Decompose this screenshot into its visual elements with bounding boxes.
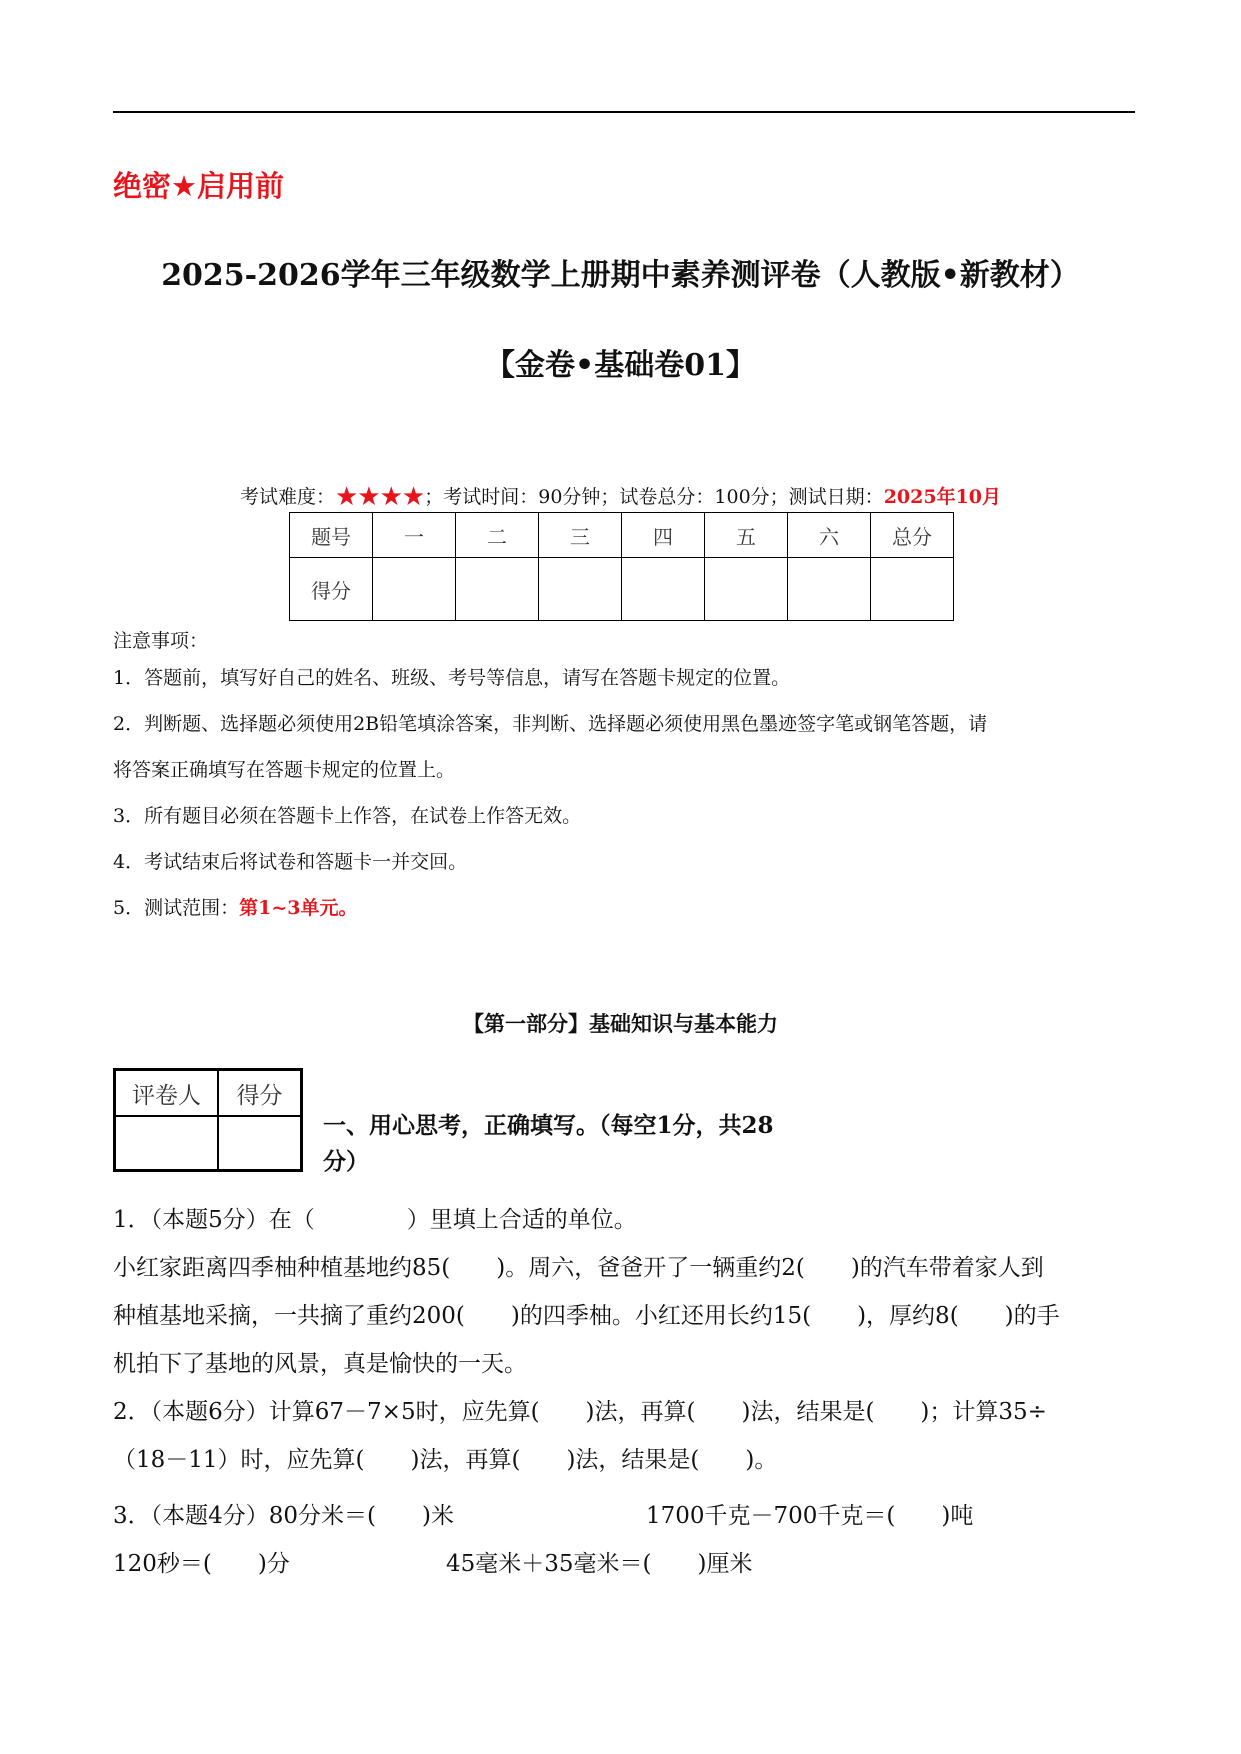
score-cell [788, 558, 871, 621]
score-header-cell: 总分 [871, 513, 954, 558]
grader-table [113, 1068, 303, 1172]
score-cell [373, 558, 456, 621]
score-cell [456, 558, 539, 621]
grader-blank-cell [115, 1116, 219, 1171]
difficulty-label: 考试难度： [239, 486, 335, 508]
question-2-line-1: 2．（本题6分）计算67－7×5时，应先算( )法，再算( )法，结果是( )；计算35÷ [113, 1399, 1047, 1425]
notice-item-3: 3．所有题目必须在答题卡上作答，在试卷上作答无效。 [113, 805, 582, 827]
exam-info [0, 482, 1241, 512]
score-cell [622, 558, 705, 621]
question-1-line-3: 机拍下了基地的风景，真是愉快的一天。 [113, 1351, 527, 1377]
question-1-title: 1．（本题5分）在（ ）里填上合适的单位。 [113, 1207, 637, 1233]
notice-item-1: 1．答题前，填写好自己的姓名、班级、考号等信息，请写在答题卡规定的位置。 [113, 667, 791, 689]
score-header-cell: 一 [373, 513, 456, 558]
question-3-part-d: 45毫米＋35毫米＝( )厘米 [446, 1551, 753, 1577]
question-3-part-a: 3．（本题4分）80分米＝( )米 [113, 1503, 454, 1529]
secret-label: 绝密★启用前 [113, 169, 284, 203]
section1-title-line2: 分） [323, 1148, 369, 1175]
grader-header-row [115, 1070, 302, 1117]
question-3-part-c: 120秒＝( )分 [113, 1551, 290, 1577]
score-row-label: 得分 [290, 558, 373, 621]
question-2-line-2: （18－11）时，应先算( )法，再算( )法，结果是( )。 [113, 1447, 778, 1473]
question-1-line-1: 小红家距离四季柚种植基地约85( )。周六，爸爸开了一辆重约2( )的汽车带着家人到 [113, 1255, 1044, 1281]
score-header-cell: 六 [788, 513, 871, 558]
notice-item-4: 4．考试结束后将试卷和答题卡一并交回。 [113, 851, 468, 873]
score-header-cell: 五 [705, 513, 788, 558]
score-cell [871, 558, 954, 621]
grader-label: 评卷人 [115, 1070, 219, 1117]
notice-item-5-prefix: 5．测试范围： [113, 897, 240, 919]
score-header-cell: 题号 [290, 513, 373, 558]
section1-title-line1: 一、用心思考，正确填写。（每空1分，共28 [323, 1112, 774, 1139]
grader-score-label: 得分 [218, 1070, 302, 1117]
question-3-part-b: 1700千克－700千克＝( )吨 [646, 1503, 974, 1529]
section1-title [323, 1108, 843, 1180]
score-table [289, 512, 954, 621]
page-title: 2025-2026学年三年级数学上册期中素养测评卷（人教版•新教材） [161, 258, 1080, 293]
score-cell [705, 558, 788, 621]
notice-item-2: 2．判断题、选择题必须使用2B铅笔填涂答案，非判断、选择题必须使用黑色墨迹签字笔或钢笔答题，请 [113, 713, 988, 735]
part1-title: 【第一部分】基础知识与基本能力 [463, 1012, 778, 1036]
difficulty-stars-icon: ★★★★ [335, 482, 425, 512]
score-header-cell: 二 [456, 513, 539, 558]
score-header-cell: 四 [622, 513, 705, 558]
score-cell [539, 558, 622, 621]
question-1-line-2: 种植基地采摘，一共摘了重约200( )的四季柚。小红还用长约15( )，厚约8( )的手 [113, 1303, 1060, 1329]
page-subtitle: 【金卷•基础卷01】 [485, 348, 756, 383]
test-range: 第1~3单元。 [239, 897, 358, 919]
score-header-cell: 三 [539, 513, 622, 558]
notice-title: 注意事项： [113, 630, 209, 652]
score-table-header-row [290, 513, 954, 558]
exam-time-text: ；考试时间：90分钟；试卷总分：100分；测试日期： [424, 486, 884, 508]
exam-date: 2025年10月 [883, 486, 1002, 508]
notice-item-2-cont: 将答案正确填写在答题卡规定的位置上。 [113, 759, 456, 781]
notice-item-5 [113, 893, 1133, 923]
header-rule [113, 111, 1135, 113]
score-table-score-row [290, 558, 954, 621]
grader-blank-row [115, 1116, 302, 1171]
grader-score-blank-cell [218, 1116, 302, 1171]
